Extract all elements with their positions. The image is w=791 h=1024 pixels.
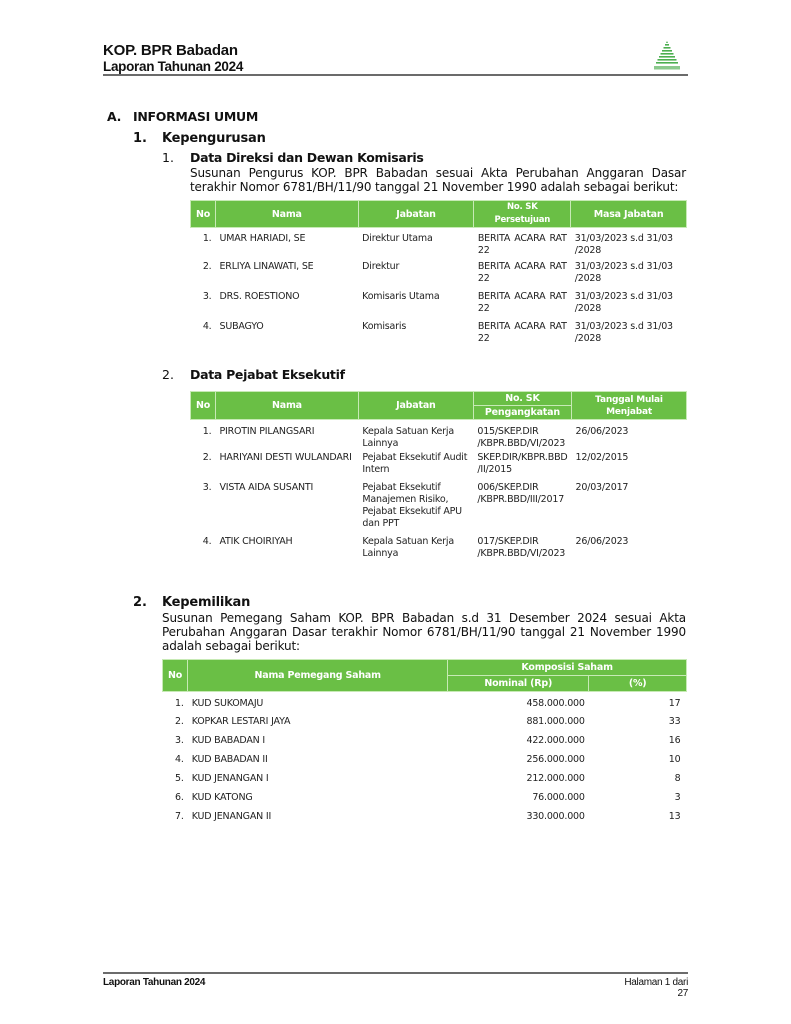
- cell-persen: 13: [668, 810, 681, 822]
- table-row: [191, 321, 687, 351]
- heading-number: 1.: [133, 131, 147, 146]
- document-header-title: KOP. BPR Babadan: [103, 42, 238, 59]
- cell-jabatan: Direktur Utama: [362, 233, 433, 244]
- cell-masa: 31/03/2023 s.d 31/03 /2028: [574, 320, 673, 344]
- table-row: [163, 788, 687, 807]
- cell-sk: SKEP.DIR/KBPR.BBD /II/2015: [477, 451, 568, 475]
- table-row: [163, 731, 687, 750]
- cell-nama: ERLIYA LINAWATI, SE: [219, 260, 314, 272]
- col-header-pengangkatan: Pengangkatan: [473, 406, 571, 420]
- table-row: [191, 452, 687, 482]
- subheading-number: 1.: [162, 150, 174, 165]
- col-header-nominal: Nominal (Rp): [448, 676, 589, 692]
- cell-persen: 8: [674, 772, 681, 784]
- cell-no: 2.: [175, 715, 184, 727]
- table-row: [191, 261, 687, 291]
- table-row: [163, 692, 687, 712]
- page-number: Halaman 1 dari 27: [624, 977, 688, 999]
- cell-jabatan: Pejabat Eksekutif Audit Intern: [362, 451, 468, 475]
- cell-nominal: 422.000.000: [526, 734, 585, 746]
- col-header-masa: Masa Jabatan: [571, 201, 687, 228]
- table-row: [163, 807, 687, 826]
- cell-masa: 31/03/2023 s.d 31/03 /2028: [574, 233, 673, 256]
- bpr-babadan-logo-icon: [652, 40, 682, 72]
- table-row: [163, 712, 687, 731]
- paragraph-kepemilikan: Susunan Pemegang Saham KOP. BPR Babadan s.d 31 Desember 2024 sesuai Akta Perubahan Anggaran Dasar terakhir Nomor 6781/BH/11/90 tanggal 21 November 1990 adalah sebagai berikut:: [162, 611, 686, 653]
- cell-masa: 31/03/2023 s.d 31/03 /2028: [574, 260, 673, 284]
- cell-sk: BERITA ACARA RAT 22: [477, 260, 567, 284]
- cell-sk: BERITA ACARA RAT 22: [477, 320, 567, 344]
- col-header-nama: Nama: [215, 392, 358, 420]
- col-header-persen: (%): [589, 676, 687, 692]
- cell-nominal: 881.000.000: [526, 715, 585, 727]
- col-header-jabatan: Jabatan: [358, 392, 473, 420]
- cell-no: 4.: [175, 753, 184, 765]
- cell-nama: KUD BABADAN I: [191, 734, 265, 746]
- cell-tanggal: 26/06/2023: [575, 535, 629, 547]
- cell-persen: 16: [668, 734, 681, 746]
- cell-sk: 015/SKEP.DIR /KBPR.BBD/VI/2023: [477, 426, 566, 449]
- col-header-nama: Nama: [215, 201, 358, 228]
- cell-sk: 017/SKEP.DIR /KBPR.BBD/VI/2023: [477, 535, 566, 559]
- col-header-nama-pemegang: Nama Pemegang Saham: [188, 660, 448, 692]
- cell-no: 1.: [202, 426, 212, 437]
- subheading-direksi: Data Direksi dan Dewan Komisaris: [190, 150, 424, 165]
- cell-no: 5.: [175, 772, 184, 784]
- cell-nama: KUD KATONG: [191, 791, 253, 803]
- cell-nominal: 256.000.000: [526, 753, 585, 765]
- cell-nama: KUD JENANGAN I: [191, 772, 269, 784]
- cell-nama: PIROTIN PILANGSARI: [219, 426, 315, 437]
- cell-nominal: 330.000.000: [526, 810, 585, 822]
- col-header-no: No: [163, 660, 188, 692]
- cell-no: 4.: [202, 535, 212, 547]
- cell-no: 3.: [202, 290, 212, 302]
- cell-nama: KUD SUKOMAJU: [191, 698, 264, 709]
- paragraph-direksi: Susunan Pengurus KOP. BPR Babadan sesuai Akta Perubahan Anggaran Dasar terakhir Nomor 6781/BH/11/90 tanggal 21 November 1990 adalah sebagai berikut:: [190, 166, 686, 194]
- cell-nama: VISTA AIDA SUSANTI: [219, 481, 314, 493]
- cell-nama: KUD JENANGAN II: [191, 810, 272, 822]
- heading-kepemilikan: Kepemilikan: [162, 595, 251, 610]
- section-letter: A.: [107, 109, 122, 124]
- cell-tanggal: 26/06/2023: [575, 426, 629, 437]
- cell-nominal: 212.000.000: [526, 772, 585, 784]
- cell-nama: KOPKAR LESTARI JAYA: [191, 715, 291, 727]
- cell-nama: DRS. ROESTIONO: [219, 290, 300, 302]
- table-row: [191, 536, 687, 566]
- cell-nama: UMAR HARIADI, SE: [219, 233, 306, 244]
- cell-tanggal: 20/03/2017: [575, 481, 629, 493]
- cell-persen: 17: [668, 698, 681, 709]
- footer-divider: [103, 972, 688, 974]
- cell-nama: HARIYANI DESTI WULANDARI: [219, 451, 352, 463]
- table-row: [191, 228, 687, 261]
- cell-jabatan: Komisaris Utama: [362, 290, 440, 302]
- cell-no: 1.: [202, 233, 212, 244]
- cell-jabatan: Direktur: [362, 260, 400, 272]
- cell-no: 2.: [202, 260, 212, 272]
- header-divider: [103, 74, 688, 76]
- cell-nominal: 458.000.000: [526, 698, 585, 709]
- cell-tanggal: 12/02/2015: [575, 451, 629, 463]
- cell-no: 7.: [175, 810, 184, 822]
- cell-sk: BERITA ACARA RAT 22: [477, 233, 567, 256]
- heading-kepengurusan: Kepengurusan: [162, 131, 266, 146]
- cell-no: 3.: [202, 481, 212, 493]
- col-header-tanggal: Tanggal Mulai Menjabat: [572, 392, 687, 420]
- kepemilikan-table: [162, 659, 687, 826]
- footer-title: Laporan Tahunan 2024: [103, 977, 206, 988]
- cell-sk: 006/SKEP.DIR /KBPR.BBD/III/2017: [477, 481, 565, 505]
- col-header-sk: No. SK: [473, 392, 571, 406]
- section-title: INFORMASI UMUM: [133, 109, 258, 124]
- cell-no: 1.: [175, 698, 184, 709]
- cell-nominal: 76.000.000: [532, 791, 585, 803]
- table-row: [191, 291, 687, 321]
- cell-jabatan: Pejabat Eksekutif Manajemen Risiko, Pejabat Eksekutif APU dan PPT: [362, 481, 462, 529]
- subheading-number: 2.: [162, 367, 174, 382]
- cell-nama: SUBAGYO: [219, 320, 264, 332]
- cell-persen: 3: [674, 791, 681, 803]
- cell-no: 3.: [175, 734, 184, 746]
- cell-persen: 10: [668, 753, 681, 765]
- cell-persen: 33: [668, 715, 681, 727]
- direksi-table: [190, 200, 687, 351]
- col-header-sk: No. SK Persetujuan: [474, 201, 571, 228]
- col-header-jabatan: Jabatan: [358, 201, 474, 228]
- pejabat-eksekutif-table: [190, 391, 687, 566]
- heading-number: 2.: [133, 595, 147, 610]
- col-header-komposisi: Komposisi Saham: [448, 660, 687, 676]
- table-row: [191, 482, 687, 536]
- document-header-subtitle: Laporan Tahunan 2024: [103, 59, 244, 74]
- cell-jabatan: Komisaris: [362, 320, 407, 332]
- cell-nama: ATIK CHOIRIYAH: [219, 535, 293, 547]
- subheading-pejabat-eksekutif: Data Pejabat Eksekutif: [190, 367, 345, 382]
- cell-jabatan: Kepala Satuan Kerja Lainnya: [362, 426, 454, 449]
- cell-no: 2.: [202, 451, 212, 463]
- cell-masa: 31/03/2023 s.d 31/03 /2028: [574, 290, 673, 314]
- col-header-no: No: [191, 201, 216, 228]
- cell-no: 4.: [202, 320, 212, 332]
- cell-nama: KUD BABADAN II: [191, 753, 268, 765]
- cell-jabatan: Kepala Satuan Kerja Lainnya: [362, 535, 454, 559]
- table-row: [163, 750, 687, 769]
- cell-sk: BERITA ACARA RAT 22: [477, 290, 567, 314]
- table-row: [191, 420, 687, 452]
- col-header-no: No: [191, 392, 216, 420]
- cell-no: 6.: [175, 791, 184, 803]
- table-row: [163, 769, 687, 788]
